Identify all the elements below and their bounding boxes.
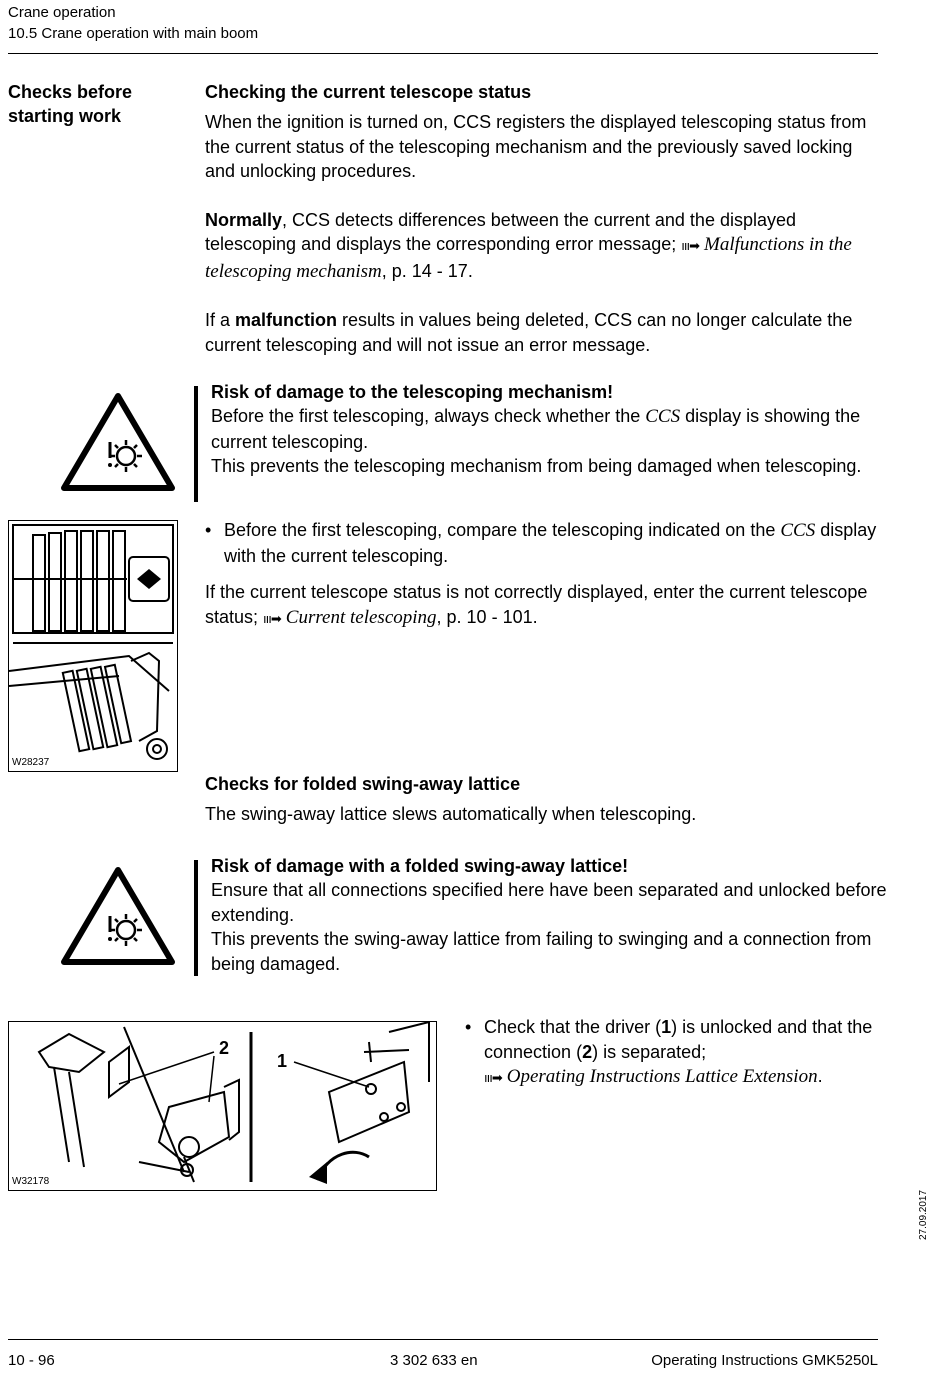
figure-label: W32178	[12, 1176, 50, 1187]
section-swing-away	[205, 772, 885, 827]
figure-telescope-display	[8, 520, 178, 772]
paragraph: When the ignition is turned on, CCS registers the displayed telescoping status from the current status of the telescoping mechanism and the previously saved locking and unlocking procedures.	[205, 112, 867, 181]
footer-page-number: 10 - 96	[8, 1352, 55, 1369]
header-rule	[8, 53, 878, 54]
print-date: 27.09.2017	[918, 1189, 929, 1240]
callout-2: 2	[219, 1038, 230, 1058]
warning-swing-away	[211, 854, 891, 976]
sidebar-title: Checks before starting work	[8, 82, 133, 126]
footer-doc-number: 3 302 633 en	[390, 1352, 478, 1369]
figure-lattice-connection	[8, 1021, 437, 1191]
warning-text: This prevents the telescoping mechanism from being damaged when telescoping.	[211, 456, 862, 476]
arrow-right-icon: ııı➡	[263, 610, 281, 626]
list-item: • Before the first telescoping, compare the telescoping indicated on the CCS display with the current telescoping.	[205, 520, 877, 566]
list-item: • Check that the driver (1) is unlocked and that the connection (2) is separated; ııı➡ Operating Instructions Lattice Extension.	[465, 1017, 873, 1087]
callout-1: 1	[277, 1051, 288, 1071]
arrow-right-icon: ııı➡	[484, 1070, 502, 1085]
paragraph: The swing-away lattice slews automatically when telescoping.	[205, 804, 697, 824]
bullet-icon: •	[205, 520, 212, 540]
warning-bar	[194, 860, 198, 976]
header-chapter: Crane operation	[8, 4, 116, 21]
header-section: 10.5 Crane operation with main boom	[8, 25, 259, 42]
paragraph: If a malfunction results in values being deleted, CCS can no longer calculate the current telescoping and will not issue an error message.	[205, 310, 853, 355]
warning-text: Ensure that all connections specified here have been separated and unlocked before extending.	[211, 880, 887, 925]
crossref-link[interactable]: Malfunctions in the telescoping mechanism	[205, 234, 852, 282]
warning-bar	[194, 386, 198, 502]
section-telescope-status	[205, 80, 885, 357]
warning-text: This prevents the swing-away lattice from failing to swinging and a connection from being damaged.	[211, 929, 872, 974]
section-heading: Checks for folded swing-away lattice	[205, 774, 521, 794]
arrow-right-icon: ııı➡	[681, 238, 700, 253]
paragraph: If the current telescope status is not correctly displayed, enter the current telescope status; ııı➡ Current telescoping, p. 10 - 101.	[205, 582, 868, 628]
section-heading: Checking the current telescope status	[205, 82, 532, 102]
crossref-link[interactable]: Operating Instructions Lattice Extension	[506, 1066, 818, 1087]
lattice-diagram	[9, 1022, 436, 1190]
telescope-diagram	[9, 521, 177, 771]
paragraph: Normally, CCS detects differences between the current and the displayed telescoping and displays the corresponding error message; ııı➡ Malfunctions in the telescoping mechanism, p. 14 - 17.	[205, 209, 852, 282]
footer-title: Operating Instructions GMK5250L	[651, 1352, 878, 1369]
step-compare-telescoping	[205, 518, 885, 631]
warning-title: Risk of damage with a folded swing-away lattice!	[211, 856, 629, 876]
warning-text: Before the first telescoping, always check whether the CCS display is showing the current telescoping.	[211, 406, 861, 452]
footer-rule	[8, 1339, 878, 1340]
warning-title: Risk of damage to the telescoping mechanism!	[211, 382, 614, 402]
warning-triangle-icon	[60, 392, 176, 492]
bullet-icon: •	[465, 1017, 472, 1037]
step-check-driver	[465, 1015, 885, 1091]
crossref-link[interactable]: Current telescoping	[285, 606, 437, 628]
warning-triangle-icon	[60, 866, 176, 966]
figure-label: W28237	[12, 757, 50, 768]
warning-telescoping	[211, 380, 891, 479]
